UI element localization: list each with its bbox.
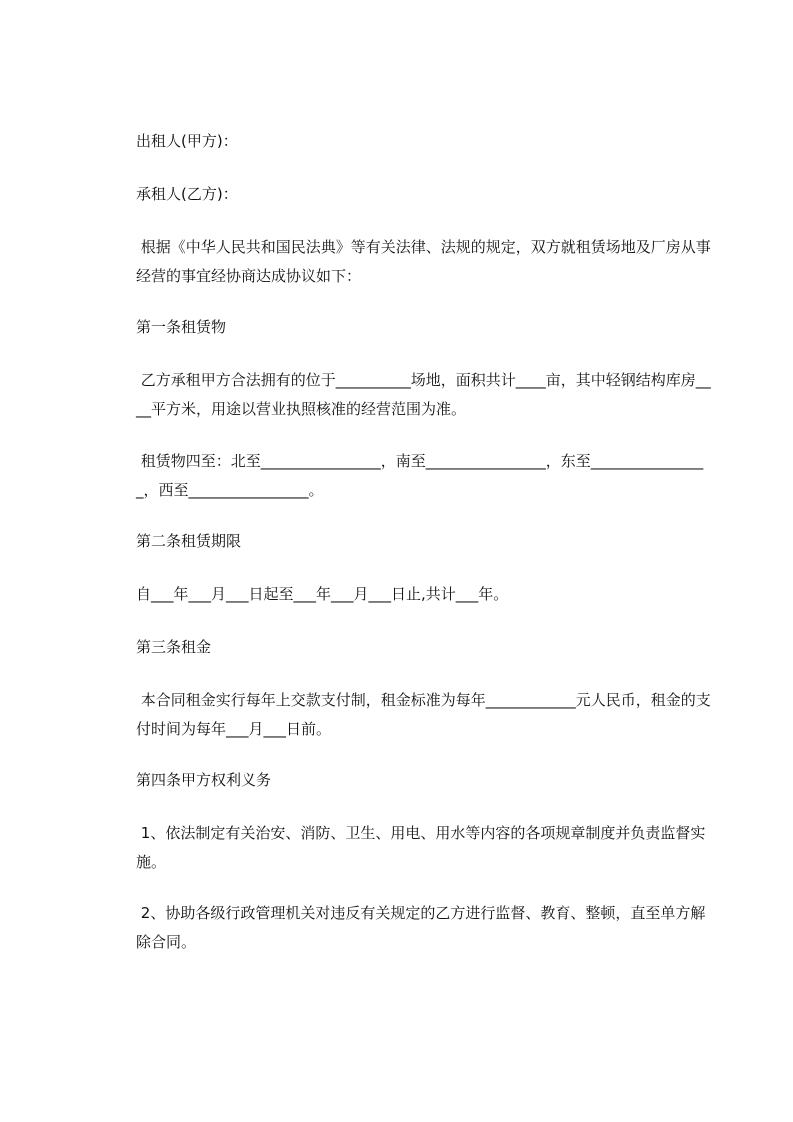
- article-4-clause-2: 2、协助各级行政管理机关对违反有关规定的乙方进行监督、教育、整顿，直至单方解除合同。: [136, 904, 706, 951]
- preamble-paragraph: 根据《中华人民共和国民法典》等有关法律、法规的规定，双方就租赁场地及厂房从事经营的事宜经协商达成协议如下：: [136, 238, 711, 285]
- article-4-title: 第四条甲方权利义务: [136, 771, 272, 789]
- article-4-clause-1: 1、依法制定有关治安、消防、卫生、用电、用水等内容的各项规章制度并负责监督实施。: [136, 824, 706, 871]
- article-2-title: 第二条租赁期限: [136, 532, 242, 550]
- article-3-clause-1: 本合同租金实行每年上交款支付制，租金标准为每年____________元人民币，租金的支付时间为每年___月___日前。: [136, 691, 711, 738]
- lessee-line: 承租人(乙方)：: [136, 185, 238, 203]
- article-3-title: 第三条租金: [136, 638, 212, 656]
- article-1-clause-2: 租赁物四至：北至________________，南至________________，东至________________，西至________________。: [136, 452, 704, 499]
- article-2-clause-1: 自___年___月___日起至___年___月___日止,共计___年。: [136, 585, 509, 603]
- article-1-clause-1: 乙方承租甲方合法拥有的位于__________场地，面积共计____亩，其中轻钢结构库房____平方米，用途以营业执照核准的经营范围为准。: [136, 371, 711, 418]
- article-1-title: 第一条租赁物: [136, 318, 227, 336]
- lessor-line: 出租人(甲方)：: [136, 132, 238, 150]
